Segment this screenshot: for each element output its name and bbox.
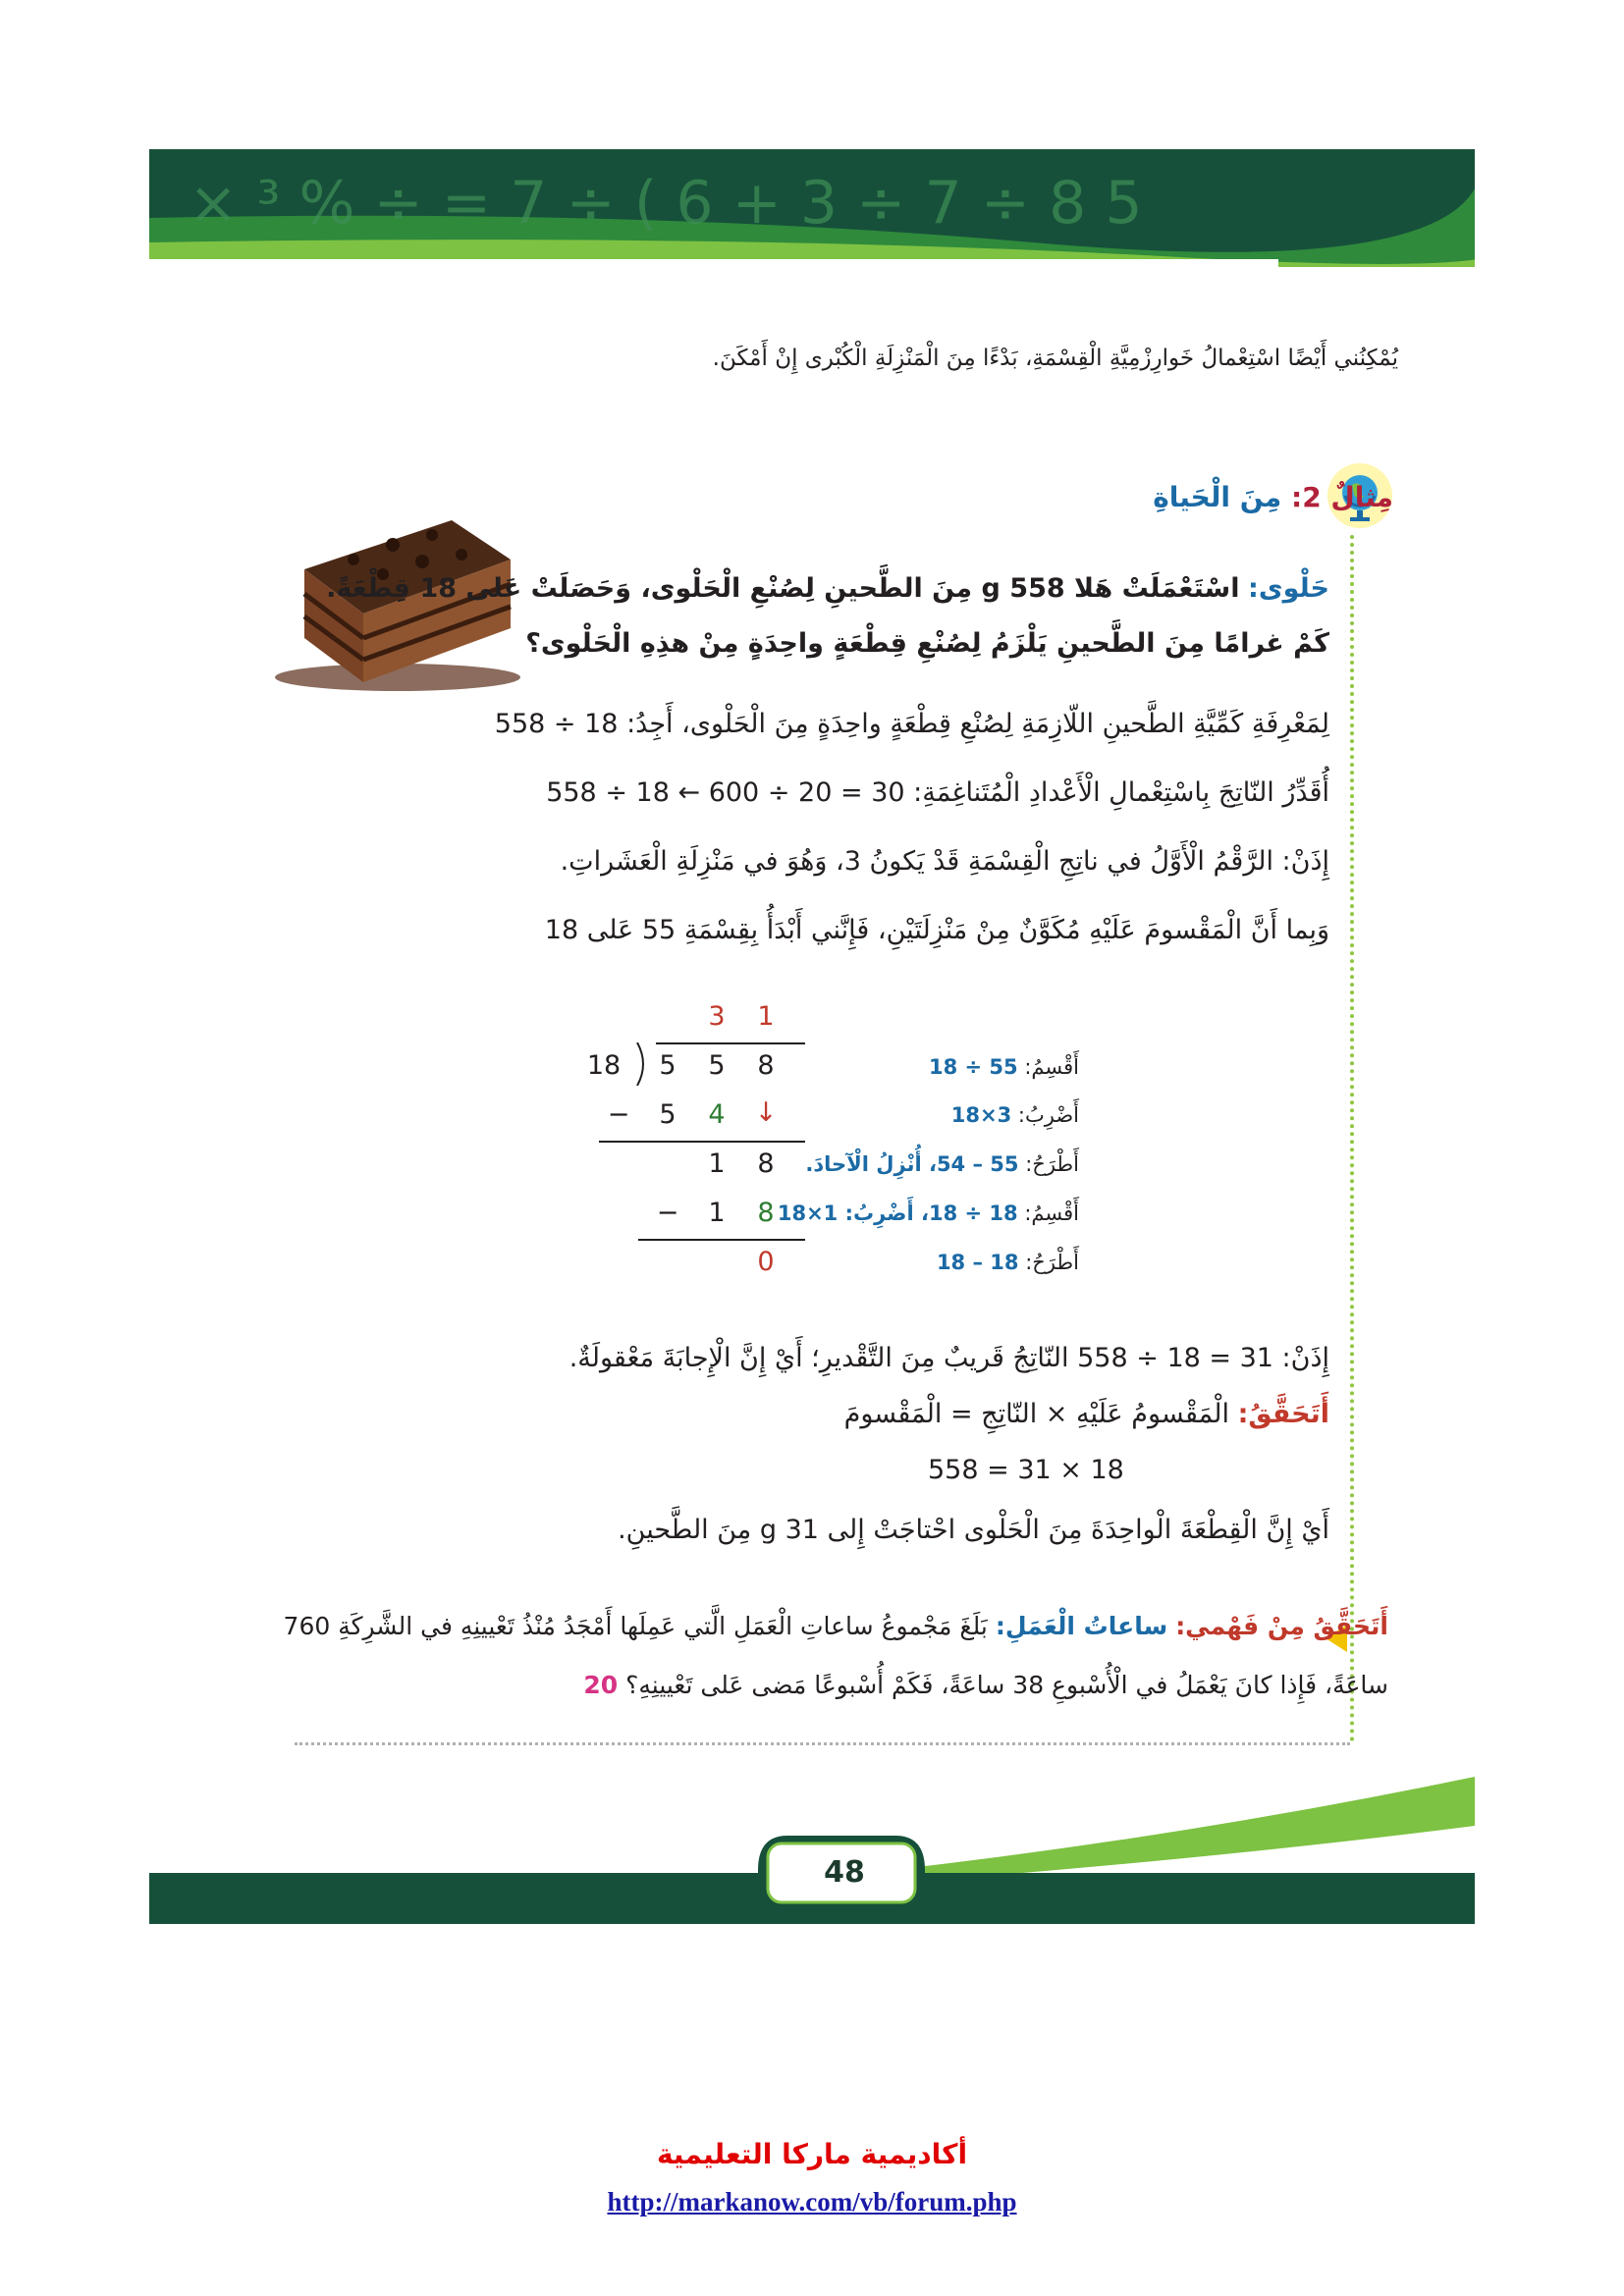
step-4-label: أَقْسِمُ: <box>1024 1201 1079 1225</box>
dividend-digit-ones: 8 <box>757 1050 775 1081</box>
intro-text: يُمْكِنُني أَيْضًا اسْتِعْمالُ خَوارِزْمِيَّةِ الْقِسْمَةِ، بَدْءًا مِنَ الْمَنْزِلَةِ الْكُبْرى إِنْ أَمْكَنَ. <box>712 346 1398 371</box>
step-1-label: أَقْسِمُ: <box>1024 1055 1079 1079</box>
conclusion-result: إِذَنْ: 31 = 18 ÷ 558 النّاتِجُ قَريبٌ مِنَ التَّقْديرِ؛ أَيْ إِنَّ الْإِجابَةَ مَعْقولَةٌ. <box>568 1343 1329 1373</box>
remainder: 0 <box>757 1247 775 1277</box>
check-answer: 20 <box>583 1671 619 1699</box>
step-2-label: أَضْرِبُ: <box>1017 1103 1079 1127</box>
example-side-rule <box>1350 535 1354 1742</box>
divisor: 18 <box>586 1050 622 1081</box>
step-5-value: 18 – 18 <box>936 1251 1019 1274</box>
check-understanding-line2 <box>583 1671 1388 1699</box>
division-step-2 <box>951 1103 1079 1127</box>
division-bar <box>656 1042 805 1044</box>
example-topic: حَلْوى: <box>1248 573 1329 604</box>
bring-down-arrow-icon: ↓ <box>754 1097 778 1128</box>
conclusion-answer: أَيْ إِنَّ الْقِطْعَةَ الْواحِدَةَ مِنَ الْحَلْوى احْتاجَتْ إِلى 31 g مِنَ الطَّحينِ. <box>618 1515 1329 1545</box>
difference-1-ones: 8 <box>757 1148 775 1179</box>
step-3-value: 55 – 54، أُنْزِلُ الْآحادَ. <box>805 1152 1019 1176</box>
footer-link[interactable]: http://markanow.com/vb/forum.php <box>607 2187 1017 2216</box>
svg-text:× ³ % ÷ = 7 ÷ ( 6 + 3 ÷ 7 ÷ 8: × ³ % ÷ = 7 ÷ ( 6 + 3 ÷ 7 ÷ 8 5 <box>189 169 1143 238</box>
division-step-5 <box>937 1251 1079 1274</box>
check-title: أَتَحَقَّقُ مِنْ فَهْمي: <box>1175 1612 1388 1640</box>
section-divider <box>295 1742 1350 1745</box>
verify-equation: 558 = 31 × 18 <box>928 1455 1124 1485</box>
subtraction-line-2 <box>638 1239 805 1241</box>
dividend-digit-tens: 5 <box>708 1050 726 1081</box>
dividend-digit-hundreds: 5 <box>659 1050 677 1081</box>
solution-step-1: لِمَعْرِفَةِ كَمِّيَّةِ الطَّحينِ اللّازِمَةِ لِصُنْعِ قِطْعَةٍ واحِدَةٍ مِنَ الْحَلْوى، أَجِدُ: 18 ÷ 558 <box>494 709 1329 739</box>
minus-sign-2: − <box>656 1198 679 1228</box>
example-label: مِثالٌ 2: <box>1290 481 1393 513</box>
example-problem-line2 <box>525 628 1329 659</box>
verify-label: أَتَحَقَّقُ: <box>1237 1399 1329 1429</box>
product-1-tens: 5 <box>659 1099 677 1130</box>
difference-1-tens: 1 <box>708 1148 726 1179</box>
step-1-value: 55 ÷ 18 <box>928 1055 1018 1079</box>
division-step-4 <box>778 1201 1079 1225</box>
verify-text: الْمَقْسومُ عَلَيْهِ × النّاتِجِ = الْمَقْسومَ <box>843 1399 1229 1429</box>
step-3-label: أَطْرَحُ: <box>1025 1152 1079 1176</box>
problem-text-1: اسْتَعْمَلَتْ هَلا 558 g مِنَ الطَّحينِ لِصُنْعِ الْحَلْوى، وَحَصَلَتْ عَلى 18 قِطْعَةً. <box>326 573 1240 604</box>
product-2-tens: 1 <box>708 1198 726 1228</box>
solution-start-division: وَبِما أَنَّ الْمَقْسومَ عَلَيْهِ مُكَوَّنٌ مِنْ مَنْزِلَتَيْنِ، فَإِنَّني أَبْدَأُ بِقِسْمَةِ 55 عَلى 18 <box>544 915 1329 945</box>
check-text-2: ساعَةً، فَإِذا كانَ يَعْمَلُ في الْأُسْبوعِ 38 ساعَةً، فَكَمْ أُسْبوعًا مَضى عَلى تَعْيينِهِ؟ <box>625 1671 1388 1699</box>
example-heading <box>1153 481 1393 513</box>
check-text-1: بَلَغَ مَجْموعُ ساعاتِ الْعَمَلِ الَّتي عَمِلَها أَمْجَدُ مُنْذُ تَعْيينِهِ في الشَّرِكَةِ 760 <box>283 1612 988 1640</box>
long-division <box>579 991 815 1296</box>
minus-sign-1: − <box>607 1099 630 1130</box>
solution-first-digit: إِذَنْ: الرَّقْمُ الْأَوَّلُ في ناتِجِ الْقِسْمَةِ قَدْ يَكونُ 3، وَهُوَ في مَنْزِلَةِ الْعَشَراتِ. <box>560 846 1329 877</box>
division-step-3 <box>805 1152 1079 1176</box>
verify-line <box>844 1399 1329 1429</box>
bottom-banner <box>149 1777 1475 1924</box>
product-1-ones: 4 <box>708 1099 726 1130</box>
footer-title: أكاديمية ماركا التعليمية <box>656 2138 968 2170</box>
product-2-ones: 8 <box>757 1198 775 1228</box>
quotient-digit-tens: 3 <box>708 1001 726 1032</box>
example-context: مِنَ الْحَياةِ <box>1153 481 1282 513</box>
problem-text-2: كَمْ غرامًا مِنَ الطَّحينِ يَلْزَمُ لِصُنْعِ قِطْعَةٍ واحِدَةٍ مِنْ هذِهِ الْحَلْوى؟ <box>525 628 1329 659</box>
page-number: 48 <box>824 1855 865 1890</box>
subtraction-line-1 <box>599 1141 805 1143</box>
solution-estimate: أُقَدِّرُ النّاتِجَ بِاسْتِعْمالِ الْأَعْدادِ الْمُتَناغِمَةِ: 30 = 20 ÷ 600 ← 18 ÷ 558 <box>546 777 1329 808</box>
check-topic: ساعاتُ الْعَمَلِ: <box>995 1612 1168 1640</box>
division-step-1 <box>929 1055 1079 1079</box>
check-understanding-line1 <box>284 1612 1388 1640</box>
quotient-digit-ones: 1 <box>757 1001 775 1032</box>
step-4-value: 18 ÷ 18، أَضْرِبُ: 1×18 <box>777 1201 1018 1225</box>
top-banner <box>149 149 1475 267</box>
step-2-value: 3×18 <box>950 1103 1012 1127</box>
step-5-label: أَطْرَحُ: <box>1025 1251 1079 1274</box>
example-problem-line1 <box>326 573 1329 604</box>
